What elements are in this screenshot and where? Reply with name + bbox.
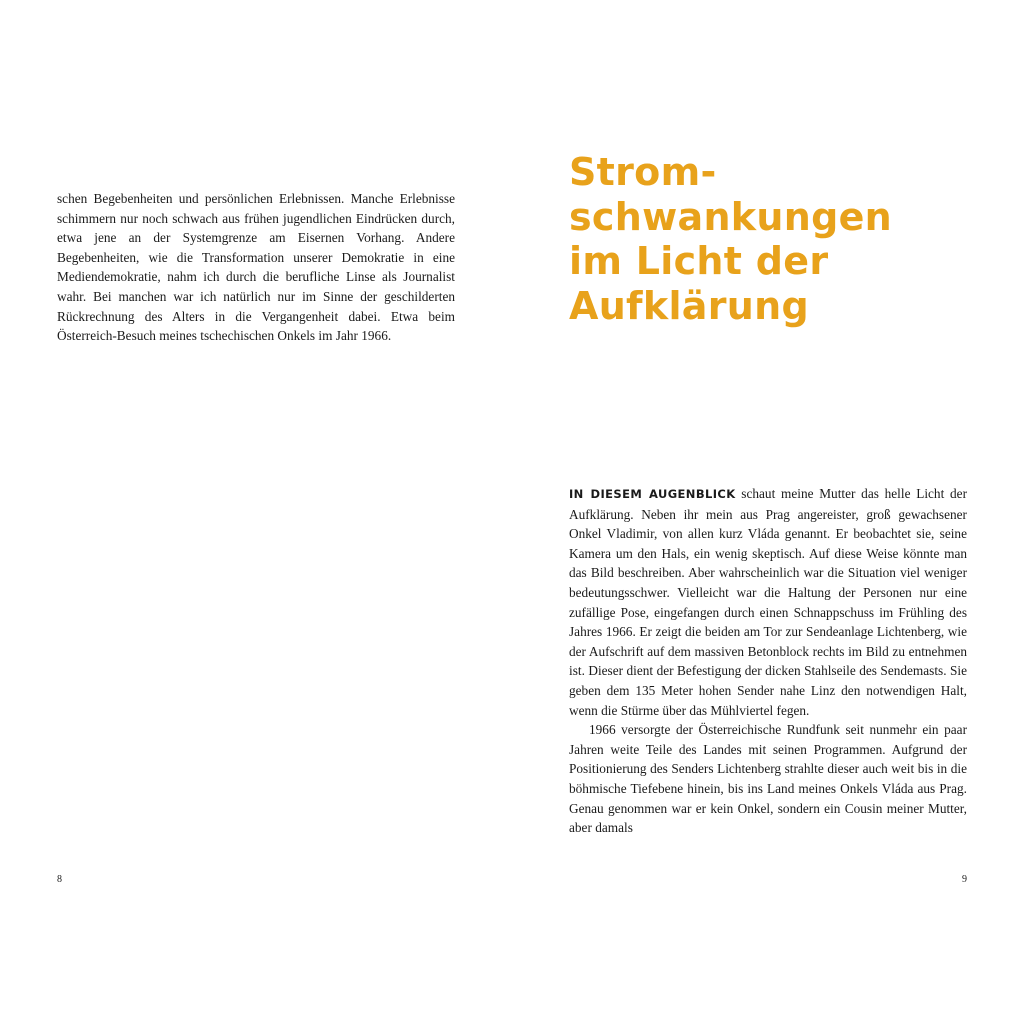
lead-in-text: IN DIESEM AUGENBLICK xyxy=(569,487,736,501)
chapter-title-line-2: schwankungen xyxy=(569,194,893,239)
left-text-column xyxy=(57,189,455,346)
chapter-paragraph-2: 1966 versorgte der Österreichische Rundfunk seit nunmehr ein paar Jahren weite Teile des Landes mit seinen Programmen. Aufgrund der Positionierung des Senders Lichtenberg strahlte dieser auch weit bis in die böhmische Tiefebene hinein, bis ins Land meines Onkels Vláda aus Prag. Genau genommen war er kein Onkel, sondern ein Cousin meiner Mutter, aber damals xyxy=(569,722,967,836)
paragraph-1-body: schaut meine Mutter das helle Licht der Aufklärung. Neben ihr mein aus Prag angereister, groß gewachsener Onkel Vladimir, von allen kurz Vláda genannt. Er beobachtet sie, seine Kamera um den Hals, ein wenig skeptisch. Auf diese Weise könnte man das Bild beschreiben. Aber wahrscheinlich war die Situation viel weniger bedeutungsschwer. Vielleicht war die Haltung der Personen nur eine zufällige Pose, eingefangen durch einen Schnappschuss im Frühling des Jahres 1966. Er zeigt die beiden am Tor zur Sendeanlage Lichtenberg, wie der Aufschrift auf dem massiven Betonblock rechts im Bild zu entnehmen ist. Dieser dient der Befestigung der dicken Stahlseile des Sendemasts. Sie geben dem 135 Meter hohen Sender nahe Linz den notwendigen Halt, wenn die Stürme über das Mühlviertel fegen. xyxy=(569,486,967,718)
page-number-left: 8 xyxy=(57,874,62,885)
chapter-title-line-1: Strom- xyxy=(569,150,717,194)
right-text-column xyxy=(569,484,967,838)
page-number-right: 9 xyxy=(962,874,967,885)
right-page xyxy=(512,0,1024,1024)
chapter-paragraph-1 xyxy=(569,484,967,720)
chapter-title-line-4: Aufklärung xyxy=(569,283,809,328)
left-paragraph: schen Begebenheiten und persönlichen Erlebnissen. Manche Erlebnisse schimmern nur noch schwach aus frühen jugendlichen Eindrücken durch, etwa jene an der Systemgrenze am Eisernen Vorhang. Andere Begebenheiten, wie die Transformation unserer Demokratie in eine Mediendemokratie, nahm ich durch die berufliche Linse als Journalist wahr. Bei manchen war ich natürlich nur im Sinne der geschilderten Rückrechnung des Alters in die Vergangenheit dabei. Etwa beim Österreich-Besuch meines tschechischen Onkels im Jahr 1966. xyxy=(57,191,455,344)
chapter-title xyxy=(569,150,999,328)
chapter-title-line-3: im Licht der xyxy=(569,239,829,283)
